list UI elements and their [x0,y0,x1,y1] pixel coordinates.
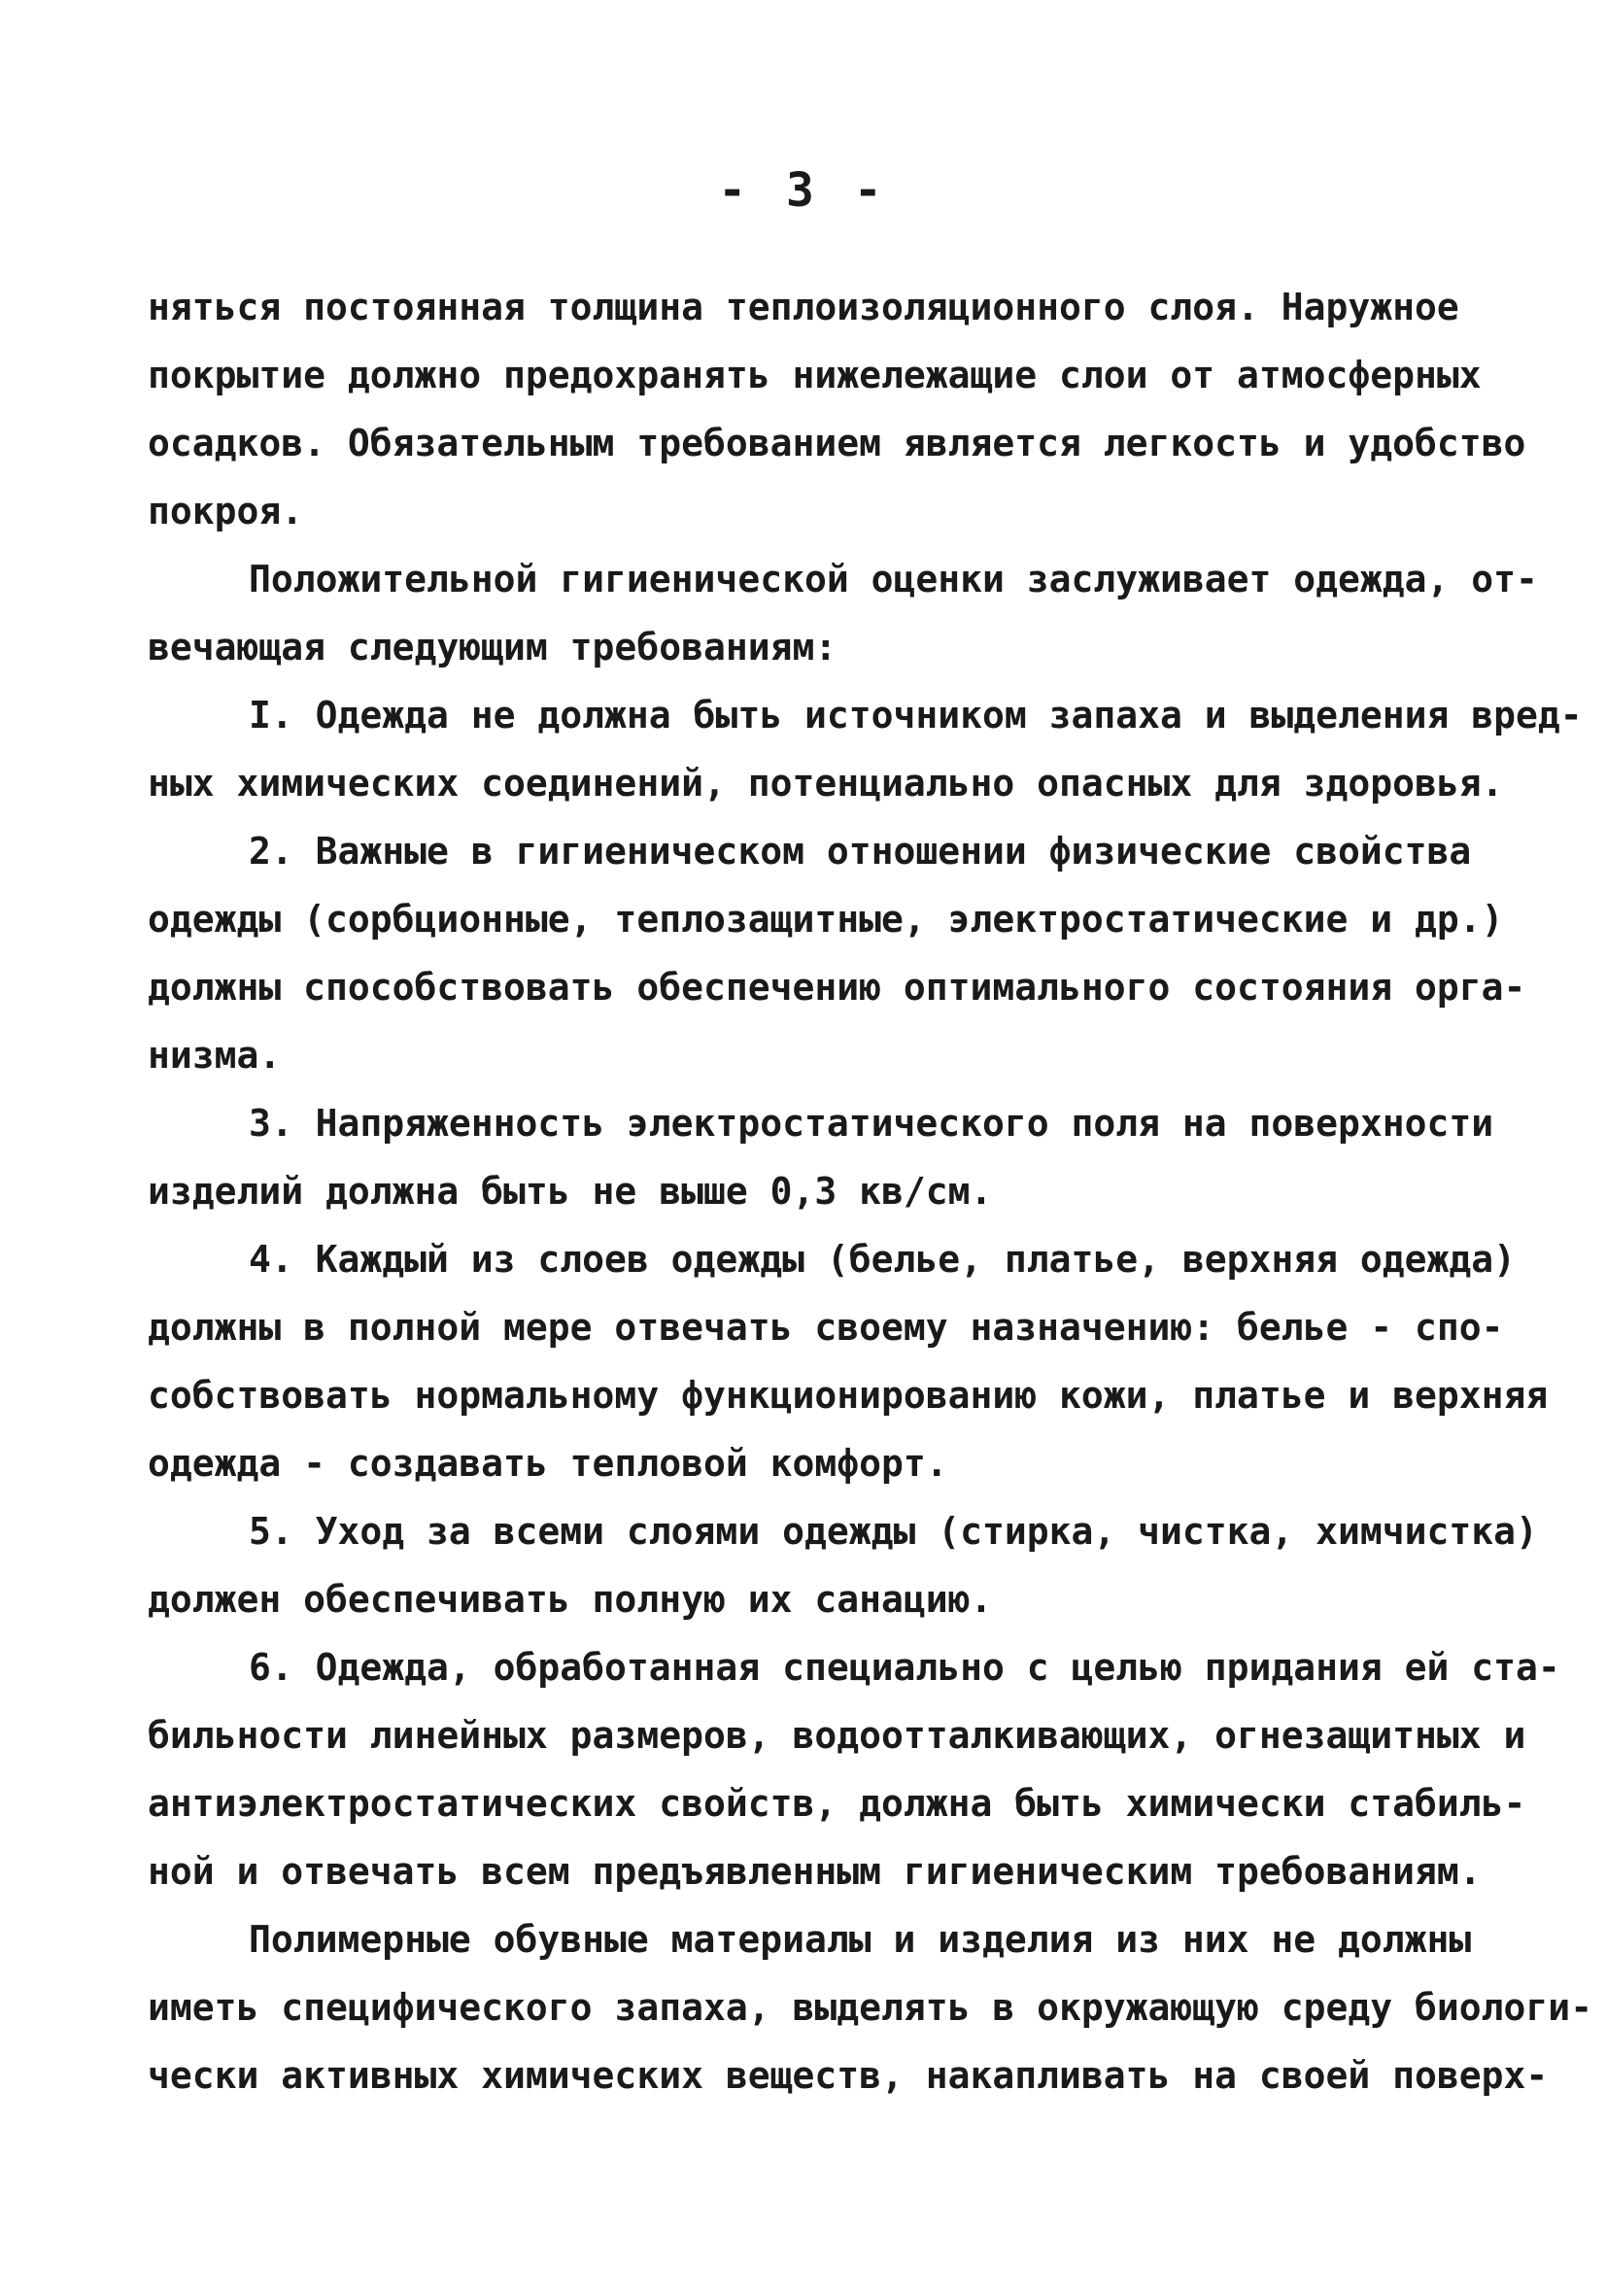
text-line: антиэлектростатических свойств, должна быть химически стабиль- [148,1782,1526,1825]
page-number: - 3 - [718,163,888,218]
list-item-3-line: 3. Напряженность электростатического поля на поверхности [249,1102,1494,1145]
text-line: одежды (сорбционные, теплозащитные, электростатические и др.) [148,898,1504,941]
list-item-2-line: 2. Важные в гигиеническом отношении физические свойства [249,830,1472,873]
text-line: покрытие должно предохранять нижележащие слои от атмосферных [148,354,1482,396]
text-line: осадков. Обязательным требованием является легкость и удобство [148,422,1526,464]
list-item-6-line: 6. Одежда, обработанная специально с целью придания ей ста- [249,1646,1560,1689]
text-line: бильности линейных размеров, водоотталкивающих, огнезащитных и [148,1714,1526,1757]
text-line: должны способствовать обеспечению оптимального состояния орга- [148,966,1526,1009]
text-line: собствовать нормальному функционированию кожи, платье и верхняя [148,1374,1549,1417]
text-line: вечающая следующим требованиям: [148,626,837,668]
text-line: низма. [148,1034,282,1077]
text-line: иметь специфического запаха, выделять в окружающую среду биологи- [148,1986,1593,2029]
text-line: покроя. [148,490,304,532]
paragraph-first-line: Положительной гигиенической оценки заслуживает одежда, от- [249,558,1538,600]
text-line: ной и отвечать всем предъявленным гигиеническим требованиям. [148,1850,1482,1893]
text-line: ных химических соединений, потенциально опасных для здоровья. [148,762,1504,805]
text-line: должен обеспечивать полную их санацию. [148,1578,993,1621]
paragraph-first-line: Полимерные обувные материалы и изделия из них не должны [249,1918,1472,1961]
text-line: изделий должна быть не выше 0,3 кв/см. [148,1170,993,1213]
text-line: чески активных химических веществ, накапливать на своей поверх- [148,2054,1549,2097]
list-item-4-line: 4. Каждый из слоев одежды (белье, платье, верхняя одежда) [249,1238,1517,1281]
list-item-5-line: 5. Уход за всеми слоями одежды (стирка, чистка, химчистка) [249,1510,1538,1553]
text-line: должны в полной мере отвечать своему назначению: белье - спо- [148,1306,1504,1349]
text-line: одежда - создавать тепловой комфорт. [148,1442,948,1485]
list-item-1-line: I. Одежда не должна быть источником запаха и выделения вред- [249,694,1583,737]
text-line: няться постоянная толщина теплоизоляционного слоя. Наружное [148,286,1459,328]
